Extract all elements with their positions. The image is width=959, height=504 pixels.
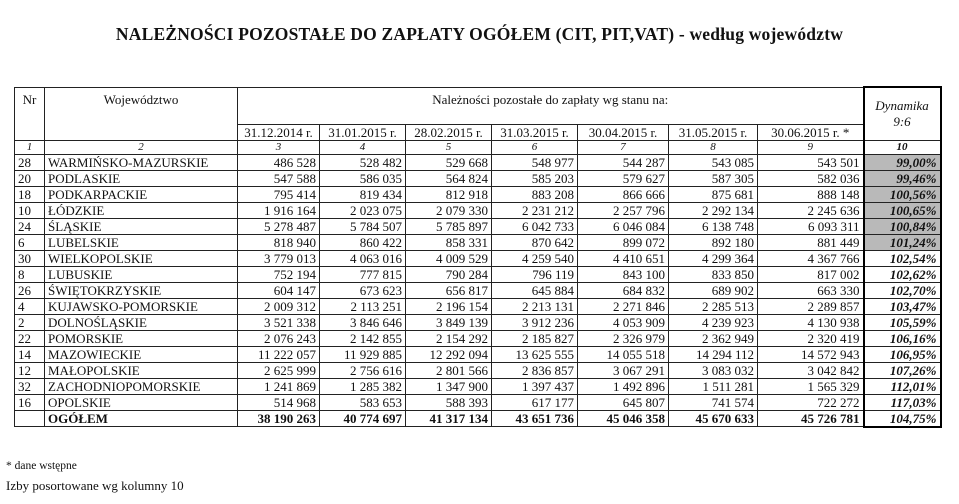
- row-nr: 14: [15, 346, 45, 362]
- table-row: [15, 218, 941, 234]
- column-index: 2: [45, 140, 238, 154]
- row-nr: 30: [15, 250, 45, 266]
- row-value: 866 666: [578, 186, 669, 202]
- row-dynamika: 101,24%: [864, 234, 941, 250]
- row-value: 888 148: [758, 186, 864, 202]
- row-name: WARMIŃSKO-MAZURSKIE: [45, 154, 238, 170]
- column-index: 6: [492, 140, 578, 154]
- row-value: 1 511 281: [669, 378, 758, 394]
- total-value: 45 726 781: [758, 410, 864, 427]
- table-body: [15, 154, 941, 427]
- row-value: 645 884: [492, 282, 578, 298]
- row-name: WIELKOPOLSKIE: [45, 250, 238, 266]
- header-dynamika-sub: 9:6: [893, 113, 911, 129]
- row-value: 2 836 857: [492, 362, 578, 378]
- row-value: 663 330: [758, 282, 864, 298]
- row-value: 4 299 364: [669, 250, 758, 266]
- header-date: 30.06.2015 r. *: [758, 124, 864, 140]
- row-value: 617 177: [492, 394, 578, 410]
- row-value: 860 422: [320, 234, 406, 250]
- row-dynamika: 105,59%: [864, 314, 941, 330]
- total-value: 40 774 697: [320, 410, 406, 427]
- row-value: 777 815: [320, 266, 406, 282]
- row-name: PODLASKIE: [45, 170, 238, 186]
- header-date: 31.01.2015 r.: [320, 124, 406, 140]
- row-value: 1 492 896: [578, 378, 669, 394]
- row-value: 817 002: [758, 266, 864, 282]
- row-dynamika: 100,84%: [864, 218, 941, 234]
- table-row: [15, 282, 941, 298]
- row-value: 2 079 330: [406, 202, 492, 218]
- row-value: 673 623: [320, 282, 406, 298]
- row-nr: 28: [15, 154, 45, 170]
- column-index: 8: [669, 140, 758, 154]
- row-value: 4 259 540: [492, 250, 578, 266]
- table-row: [15, 298, 941, 314]
- row-value: 2 213 131: [492, 298, 578, 314]
- row-value: 586 035: [320, 170, 406, 186]
- row-name: ZACHODNIOPOMORSKIE: [45, 378, 238, 394]
- row-value: 899 072: [578, 234, 669, 250]
- row-value: 5 278 487: [238, 218, 320, 234]
- row-nr: 16: [15, 394, 45, 410]
- row-nr: 22: [15, 330, 45, 346]
- column-index: 10: [864, 140, 941, 154]
- row-value: 587 305: [669, 170, 758, 186]
- row-value: 2 289 857: [758, 298, 864, 314]
- row-value: 843 100: [578, 266, 669, 282]
- header-date: 30.04.2015 r.: [578, 124, 669, 140]
- table-row: [15, 202, 941, 218]
- row-name: POMORSKIE: [45, 330, 238, 346]
- row-value: 1 285 382: [320, 378, 406, 394]
- table-row: [15, 170, 941, 186]
- row-value: 579 627: [578, 170, 669, 186]
- row-value: 543 085: [669, 154, 758, 170]
- row-name: PODKARPACKIE: [45, 186, 238, 202]
- row-nr: 26: [15, 282, 45, 298]
- row-value: 11 929 885: [320, 346, 406, 362]
- row-nr: 20: [15, 170, 45, 186]
- row-value: 689 902: [669, 282, 758, 298]
- row-nr: 10: [15, 202, 45, 218]
- row-value: 2 023 075: [320, 202, 406, 218]
- row-value: 875 681: [669, 186, 758, 202]
- row-nr: 2: [15, 314, 45, 330]
- row-dynamika: 106,16%: [864, 330, 941, 346]
- row-value: 6 093 311: [758, 218, 864, 234]
- row-name: OPOLSKIE: [45, 394, 238, 410]
- total-value: 45 670 633: [669, 410, 758, 427]
- row-nr: 18: [15, 186, 45, 202]
- table-row: [15, 346, 941, 362]
- row-value: 818 940: [238, 234, 320, 250]
- row-value: 2 113 251: [320, 298, 406, 314]
- row-value: 548 977: [492, 154, 578, 170]
- row-value: 2 142 855: [320, 330, 406, 346]
- table-row: [15, 394, 941, 410]
- row-value: 514 968: [238, 394, 320, 410]
- row-value: 656 817: [406, 282, 492, 298]
- table-row: [15, 154, 941, 170]
- column-index: 3: [238, 140, 320, 154]
- row-name: LUBELSKIE: [45, 234, 238, 250]
- row-value: 796 119: [492, 266, 578, 282]
- header-dynamika: [864, 87, 941, 140]
- row-value: 2 292 134: [669, 202, 758, 218]
- table-row: [15, 234, 941, 250]
- row-value: 892 180: [669, 234, 758, 250]
- row-value: 4 009 529: [406, 250, 492, 266]
- row-value: 14 055 518: [578, 346, 669, 362]
- row-value: 2 320 419: [758, 330, 864, 346]
- row-nr: 12: [15, 362, 45, 378]
- row-value: 588 393: [406, 394, 492, 410]
- column-index: 5: [406, 140, 492, 154]
- row-value: 2 009 312: [238, 298, 320, 314]
- row-dynamika: 112,01%: [864, 378, 941, 394]
- header-dynamika-label: Dynamika: [875, 97, 929, 113]
- column-index: 4: [320, 140, 406, 154]
- row-value: 544 287: [578, 154, 669, 170]
- row-value: 790 284: [406, 266, 492, 282]
- row-nr: 4: [15, 298, 45, 314]
- row-value: 4 410 651: [578, 250, 669, 266]
- row-value: 4 063 016: [320, 250, 406, 266]
- row-value: 4 367 766: [758, 250, 864, 266]
- row-value: 14 294 112: [669, 346, 758, 362]
- row-value: 2 362 949: [669, 330, 758, 346]
- row-value: 1 565 329: [758, 378, 864, 394]
- row-value: 5 784 507: [320, 218, 406, 234]
- row-value: 11 222 057: [238, 346, 320, 362]
- row-value: 819 434: [320, 186, 406, 202]
- row-dynamika: 102,62%: [864, 266, 941, 282]
- header-group: Należności pozostałe do zapłaty wg stanu na:: [238, 87, 864, 124]
- row-value: 583 653: [320, 394, 406, 410]
- row-dynamika: 102,54%: [864, 250, 941, 266]
- row-value: 2 231 212: [492, 202, 578, 218]
- row-value: 3 912 236: [492, 314, 578, 330]
- row-dynamika: 117,03%: [864, 394, 941, 410]
- row-nr: 24: [15, 218, 45, 234]
- row-value: 529 668: [406, 154, 492, 170]
- table-row: [15, 250, 941, 266]
- row-value: 870 642: [492, 234, 578, 250]
- row-name: ŚWIĘTOKRZYSKIE: [45, 282, 238, 298]
- row-value: 1 397 437: [492, 378, 578, 394]
- table-row: [15, 266, 941, 282]
- row-value: 2 076 243: [238, 330, 320, 346]
- row-name: ŁÓDZKIE: [45, 202, 238, 218]
- row-value: 2 196 154: [406, 298, 492, 314]
- row-value: 582 036: [758, 170, 864, 186]
- row-value: 3 083 032: [669, 362, 758, 378]
- row-dynamika: 102,70%: [864, 282, 941, 298]
- table-row: [15, 330, 941, 346]
- row-value: 2 756 616: [320, 362, 406, 378]
- header-nr: Nr: [15, 87, 45, 140]
- row-dynamika: 106,95%: [864, 346, 941, 362]
- column-index: 9: [758, 140, 864, 154]
- table-row: [15, 186, 941, 202]
- total-row: [15, 410, 941, 427]
- row-value: 2 245 636: [758, 202, 864, 218]
- header-date: 31.03.2015 r.: [492, 124, 578, 140]
- row-name: ŚLĄSKIE: [45, 218, 238, 234]
- row-value: 3 042 842: [758, 362, 864, 378]
- column-index: 7: [578, 140, 669, 154]
- row-value: 14 572 943: [758, 346, 864, 362]
- row-value: 2 271 846: [578, 298, 669, 314]
- row-value: 645 807: [578, 394, 669, 410]
- row-value: 741 574: [669, 394, 758, 410]
- receivables-table: [14, 86, 942, 428]
- row-value: 6 138 748: [669, 218, 758, 234]
- row-value: 3 521 338: [238, 314, 320, 330]
- row-value: 722 272: [758, 394, 864, 410]
- row-value: 881 449: [758, 234, 864, 250]
- row-value: 795 414: [238, 186, 320, 202]
- row-value: 5 785 897: [406, 218, 492, 234]
- row-value: 6 046 084: [578, 218, 669, 234]
- row-value: 2 257 796: [578, 202, 669, 218]
- row-value: 6 042 733: [492, 218, 578, 234]
- header-date: 28.02.2015 r.: [406, 124, 492, 140]
- note-preliminary: * dane wstępne: [6, 460, 77, 472]
- row-value: 547 588: [238, 170, 320, 186]
- row-value: 3 849 139: [406, 314, 492, 330]
- row-nr: 6: [15, 234, 45, 250]
- row-value: 4 239 923: [669, 314, 758, 330]
- row-value: 4 130 938: [758, 314, 864, 330]
- row-value: 2 625 999: [238, 362, 320, 378]
- total-value: 38 190 263: [238, 410, 320, 427]
- row-dynamika: 99,46%: [864, 170, 941, 186]
- row-value: 2 154 292: [406, 330, 492, 346]
- row-value: 585 203: [492, 170, 578, 186]
- table-row: [15, 378, 941, 394]
- row-name: MAZOWIECKIE: [45, 346, 238, 362]
- row-value: 752 194: [238, 266, 320, 282]
- row-value: 3 067 291: [578, 362, 669, 378]
- row-value: 2 326 979: [578, 330, 669, 346]
- row-value: 1 241 869: [238, 378, 320, 394]
- total-value: 41 317 134: [406, 410, 492, 427]
- row-value: 3 779 013: [238, 250, 320, 266]
- row-name: DOLNOŚLĄSKIE: [45, 314, 238, 330]
- row-value: 684 832: [578, 282, 669, 298]
- row-value: 543 501: [758, 154, 864, 170]
- page-title: NALEŻNOŚCI POZOSTAŁE DO ZAPŁATY OGÓŁEM (CIT, PIT,VAT) - według województw: [115, 24, 844, 44]
- row-value: 604 147: [238, 282, 320, 298]
- row-value: 4 053 909: [578, 314, 669, 330]
- header-wojewodztwo: Województwo: [45, 87, 238, 140]
- row-name: MAŁOPOLSKIE: [45, 362, 238, 378]
- row-nr: 8: [15, 266, 45, 282]
- column-index: 1: [15, 140, 45, 154]
- row-value: 883 208: [492, 186, 578, 202]
- total-value: 43 651 736: [492, 410, 578, 427]
- row-value: 12 292 094: [406, 346, 492, 362]
- table-row: [15, 314, 941, 330]
- row-value: 486 528: [238, 154, 320, 170]
- total-dynamika: 104,75%: [864, 410, 941, 427]
- header-index-row: [15, 140, 941, 154]
- row-name: LUBUSKIE: [45, 266, 238, 282]
- row-value: 858 331: [406, 234, 492, 250]
- header-date: 31.05.2015 r.: [669, 124, 758, 140]
- row-value: 528 482: [320, 154, 406, 170]
- row-dynamika: 99,00%: [864, 154, 941, 170]
- row-value: 3 846 646: [320, 314, 406, 330]
- row-nr: 32: [15, 378, 45, 394]
- table-row: [15, 362, 941, 378]
- row-value: 1 916 164: [238, 202, 320, 218]
- row-dynamika: 107,26%: [864, 362, 941, 378]
- total-name: OGÓŁEM: [45, 410, 238, 427]
- row-value: 812 918: [406, 186, 492, 202]
- row-value: 2 285 513: [669, 298, 758, 314]
- total-nr: [15, 410, 45, 427]
- row-value: 564 824: [406, 170, 492, 186]
- row-value: 833 850: [669, 266, 758, 282]
- row-name: KUJAWSKO-POMORSKIE: [45, 298, 238, 314]
- note-sorted: Izby posortowane wg kolumny 10: [6, 478, 184, 493]
- row-value: 2 801 566: [406, 362, 492, 378]
- row-value: 13 625 555: [492, 346, 578, 362]
- row-value: 1 347 900: [406, 378, 492, 394]
- row-dynamika: 100,65%: [864, 202, 941, 218]
- header-date: 31.12.2014 r.: [238, 124, 320, 140]
- total-value: 45 046 358: [578, 410, 669, 427]
- row-dynamika: 103,47%: [864, 298, 941, 314]
- row-dynamika: 100,56%: [864, 186, 941, 202]
- row-value: 2 185 827: [492, 330, 578, 346]
